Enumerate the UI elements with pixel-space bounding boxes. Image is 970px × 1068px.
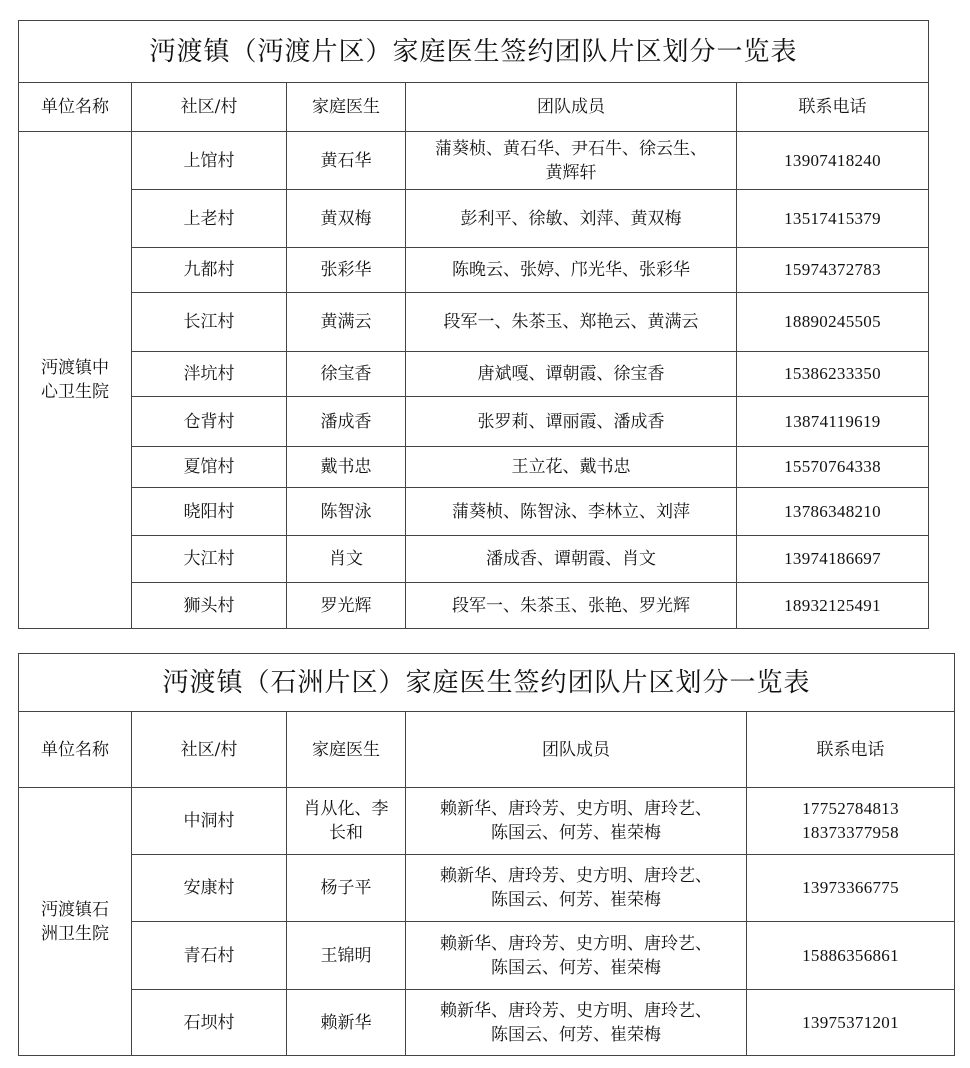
unit-name-line: 沔渡镇中 [41,358,109,378]
doctor-line: 长和 [329,823,363,843]
table-shi-zhou-district [18,653,955,1056]
members-line: 陈国云、何芳、崔荣梅 [491,1024,661,1045]
village-cell: 大江村 [132,536,287,583]
phone-line: 17752784813 [802,799,899,818]
header-village: 社区/村 [132,712,287,788]
members-line: 赖新华、唐玲芳、史方明、唐玲艺、 [440,799,712,819]
doctor-cell: 徐宝香 [287,352,406,397]
table-title: 沔渡镇（石洲片区）家庭医生签约团队片区划分一览表 [19,654,955,712]
members-line: 陈国云、何芳、崔荣梅 [491,890,661,910]
doctor-cell: 潘成香 [287,397,406,447]
doctor-cell: 黄石华 [287,132,406,190]
doctor-cell: 杨子平 [287,855,406,922]
unit-name-line: 心卫生院 [41,382,109,402]
village-cell: 夏馆村 [132,447,287,488]
members-line: 黄辉轩 [545,162,597,183]
phone-cell: 13975371201 [747,990,955,1056]
doctor-cell: 黄满云 [287,293,406,352]
phone-cell: 15386233350 [737,352,929,397]
table-row [19,190,929,248]
village-cell: 安康村 [132,855,287,922]
table-row [19,855,955,922]
members-cell: 张罗莉、谭丽霞、潘成香 [406,397,737,447]
doctor-cell [287,788,406,855]
header-unit: 单位名称 [19,712,132,788]
doctor-line: 肖从化、李 [303,799,389,819]
members-cell: 潘成香、谭朝霞、肖文 [406,536,737,583]
doctor-cell: 戴书忠 [287,447,406,488]
table-row [19,922,955,990]
unit-name-cell [19,132,132,629]
table-row [19,352,929,397]
header-doctor: 家庭医生 [287,83,406,132]
table-row [19,990,955,1056]
header-phone: 联系电话 [747,712,955,788]
phone-cell: 18890245505 [737,293,929,352]
village-cell: 石坝村 [132,990,287,1056]
members-cell [406,922,747,990]
members-line: 陈国云、何芳、崔荣梅 [491,823,661,843]
table-row [19,583,929,629]
table-title: 沔渡镇（沔渡片区）家庭医生签约团队片区划分一览表 [19,21,929,83]
header-unit: 单位名称 [19,83,132,132]
header-members: 团队成员 [406,712,747,788]
header-phone: 联系电话 [737,83,929,132]
table-row [19,488,929,536]
village-cell: 上馆村 [132,132,287,190]
village-cell: 晓阳村 [132,488,287,536]
village-cell: 上老村 [132,190,287,248]
village-cell: 仓背村 [132,397,287,447]
members-cell [406,788,747,855]
village-cell: 狮头村 [132,583,287,629]
table-mian-du-district [18,20,929,629]
phone-cell: 15886356861 [747,922,955,990]
phone-cell: 13874119619 [737,397,929,447]
table-row [19,788,955,855]
members-cell [406,990,747,1056]
table-row [19,248,929,293]
phone-cell: 15974372783 [737,248,929,293]
header-village: 社区/村 [132,83,287,132]
phone-line: 18373377958 [802,823,899,842]
phone-cell: 13517415379 [737,190,929,248]
members-cell: 段军一、朱茶玉、郑艳云、黄满云 [406,293,737,352]
phone-cell: 13907418240 [737,132,929,190]
phone-cell: 13973366775 [747,855,955,922]
phone-cell [747,788,955,855]
members-cell [406,855,747,922]
table-row [19,536,929,583]
unit-name-cell [19,788,132,1056]
doctor-cell: 罗光辉 [287,583,406,629]
table-row [19,447,929,488]
members-cell: 段军一、朱茶玉、张艳、罗光辉 [406,583,737,629]
members-line: 陈国云、何芳、崔荣梅 [491,957,661,978]
members-cell: 陈晚云、张婷、邝光华、张彩华 [406,248,737,293]
doctor-cell: 肖文 [287,536,406,583]
members-line: 赖新华、唐玲芳、史方明、唐玲艺、 [440,933,712,954]
village-cell: 九都村 [132,248,287,293]
table-row [19,293,929,352]
doctor-cell: 赖新华 [287,990,406,1056]
members-line: 赖新华、唐玲芳、史方明、唐玲艺、 [440,1000,712,1021]
phone-cell: 18932125491 [737,583,929,629]
members-cell: 王立花、戴书忠 [406,447,737,488]
members-cell: 彭利平、徐敏、刘萍、黄双梅 [406,190,737,248]
unit-name-line: 沔渡镇石 [41,899,109,920]
table-row [19,132,929,190]
phone-cell: 13974186697 [737,536,929,583]
village-cell: 泮坑村 [132,352,287,397]
village-cell: 长江村 [132,293,287,352]
doctor-cell: 王锦明 [287,922,406,990]
village-cell: 青石村 [132,922,287,990]
unit-name-line: 洲卫生院 [41,923,109,944]
doctor-cell: 张彩华 [287,248,406,293]
village-cell: 中洞村 [132,788,287,855]
phone-cell: 15570764338 [737,447,929,488]
header-members: 团队成员 [406,83,737,132]
members-line: 赖新华、唐玲芳、史方明、唐玲艺、 [440,866,712,886]
table-row [19,397,929,447]
doctor-cell: 陈智泳 [287,488,406,536]
doctor-cell: 黄双梅 [287,190,406,248]
phone-cell: 13786348210 [737,488,929,536]
members-cell: 唐斌嘎、谭朝霞、徐宝香 [406,352,737,397]
members-line: 蒲葵桢、黄石华、尹石牛、徐云生、 [435,138,707,159]
members-cell [406,132,737,190]
members-cell: 蒲葵桢、陈智泳、李林立、刘萍 [406,488,737,536]
header-doctor: 家庭医生 [287,712,406,788]
